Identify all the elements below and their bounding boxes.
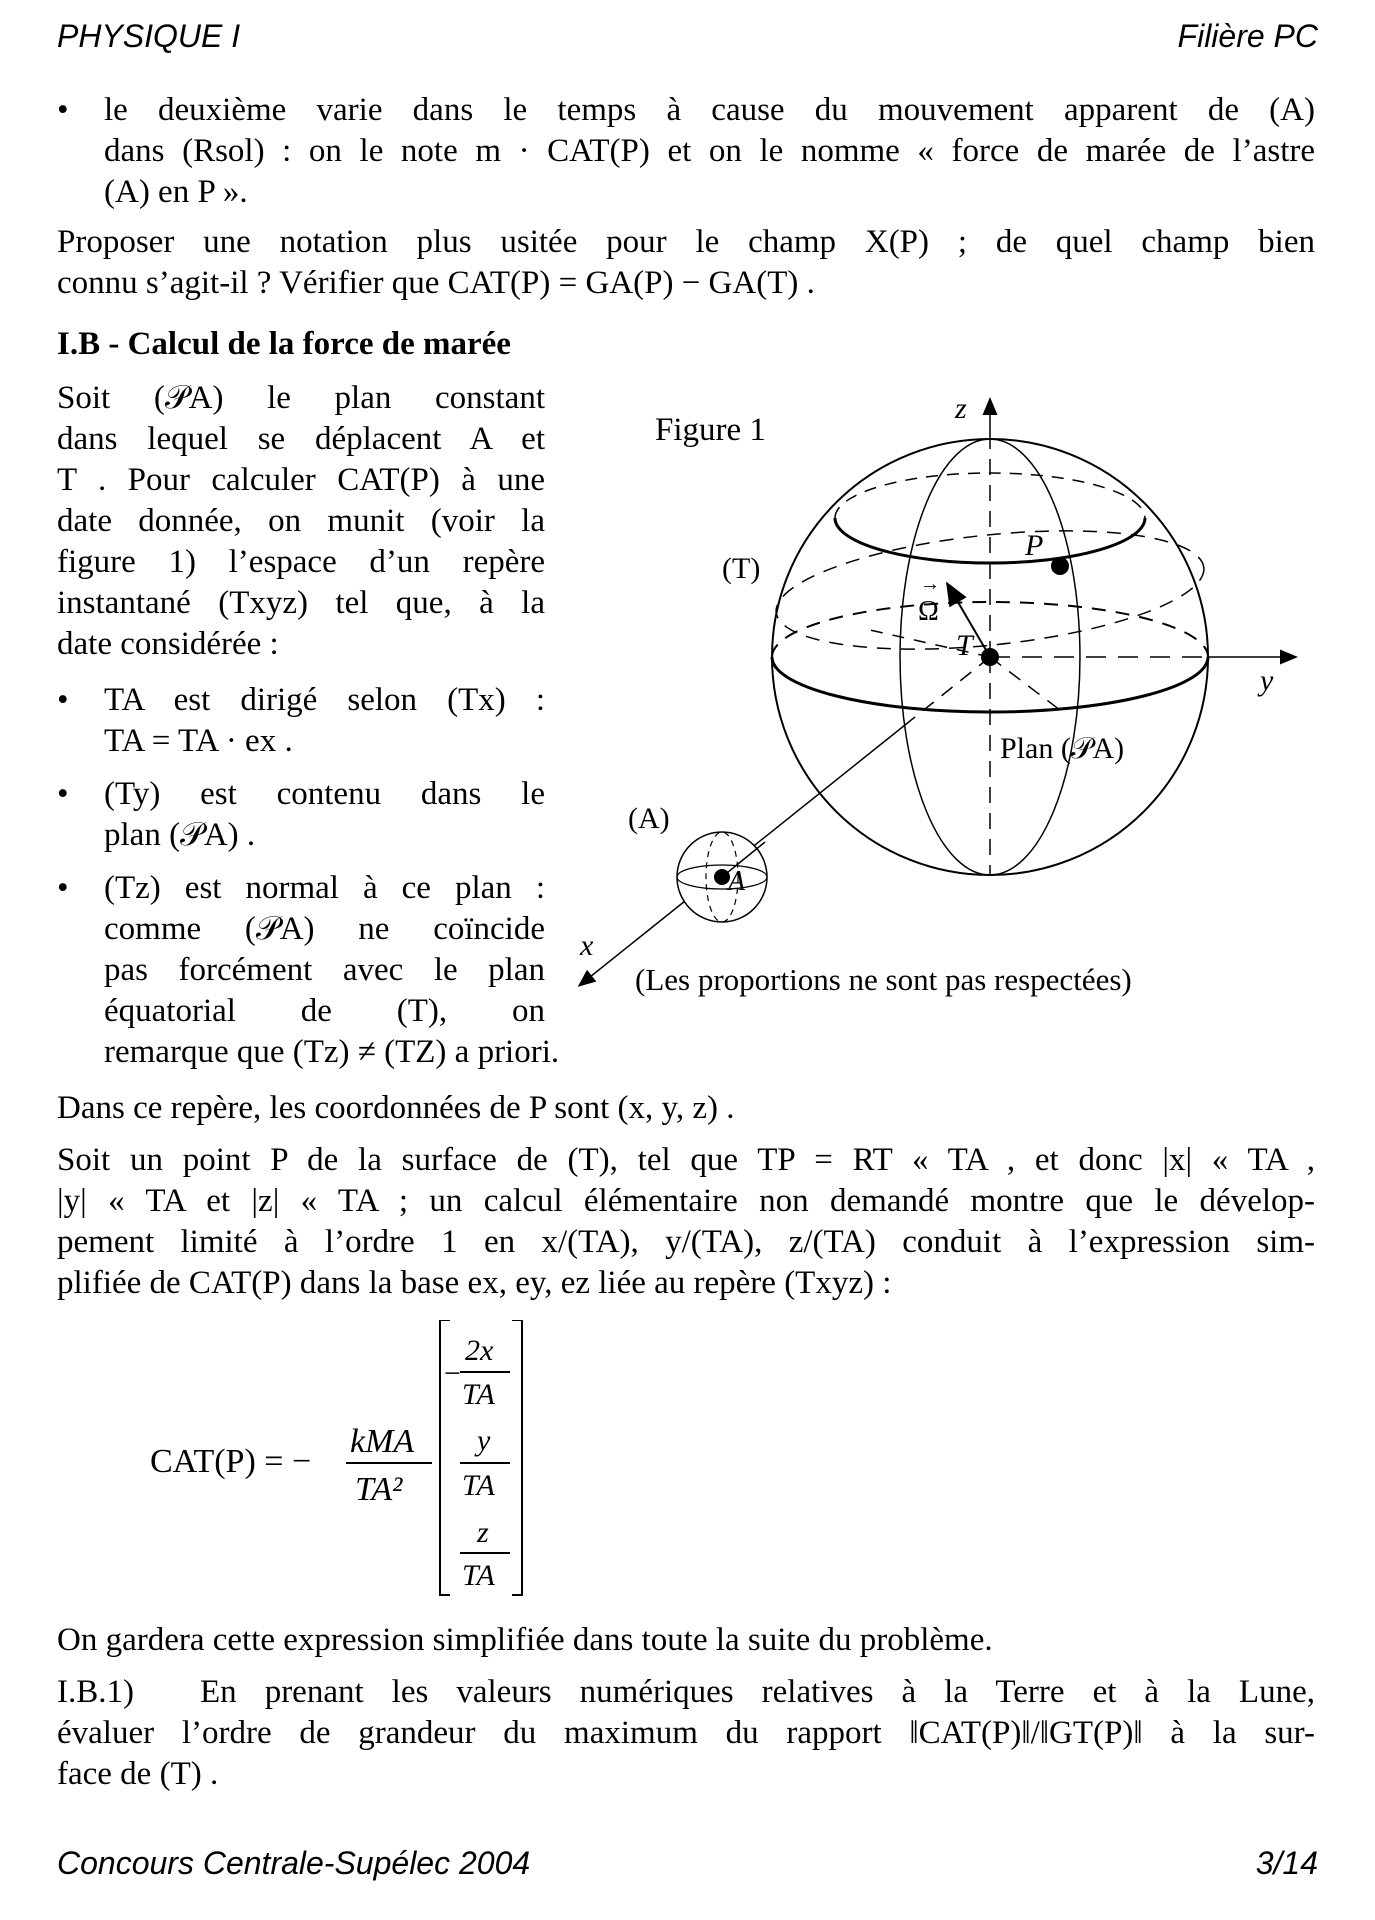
bullet-dot: • — [57, 92, 69, 128]
figure-title: Figure 1 — [655, 412, 766, 448]
left-col-line6: instantané (Txyz) tel que, à la — [57, 585, 545, 621]
question-line2: évaluer l’ordre de grandeur du maximum du rapport ‖CAT(P)‖/‖GT(P)‖ à la sur- — [57, 1715, 1315, 1751]
label-plan: Plan (𝒫A) — [1000, 732, 1125, 765]
section-title: I.B - Calcul de la force de marée — [57, 326, 511, 362]
para-soit-line2: |y| « TA et |z| « TA ; un calcul élémentaire non demandé montre que le dévelop- — [57, 1183, 1315, 1219]
eq-row3-den: TA — [462, 1559, 495, 1592]
label-y: y — [1260, 664, 1274, 697]
left-col-line3: T . Pour calculer CAT(P) à une — [57, 462, 545, 498]
header-left: PHYSIQUE I — [57, 18, 241, 54]
para-garder: On gardera cette expression simplifiée dans toute la suite du problème. — [57, 1622, 993, 1658]
bullet1-line2: TA = TA · ex . — [104, 723, 293, 759]
left-col-line2: dans lequel se déplacent A et — [57, 421, 545, 457]
bullet3-line1: (Tz) est normal à ce plan : — [104, 870, 545, 906]
left-col-line1: Soit (𝒫A) le plan constant — [57, 380, 545, 416]
label-A-body: (A) — [628, 802, 670, 835]
eq-coef-num: kMA — [350, 1423, 415, 1460]
left-col-line7: date considérée : — [57, 626, 279, 662]
eq-right-bracket — [512, 1320, 522, 1595]
eq-row2-den: TA — [462, 1469, 495, 1502]
eq-lhs: CAT(P) = − — [150, 1443, 312, 1480]
left-col-line5: figure 1) l’espace d’un repère — [57, 544, 545, 580]
bullet1-line1: TA est dirigé selon (Tx) : — [104, 682, 545, 718]
equation-cat — [150, 1320, 550, 1600]
eq-row1-num: 2x — [465, 1334, 494, 1367]
bullet3-line3: pas forcément avec le plan — [104, 952, 545, 988]
point-P — [1051, 557, 1069, 575]
para-soit-line4: plifiée de CAT(P) dans la base ex, ey, ez liée au repère (Txyz) : — [57, 1265, 892, 1301]
left-col-line4: date donnée, on munit (voir la — [57, 503, 545, 539]
eq-row1-minus: − — [444, 1357, 461, 1390]
para-soit-line1: Soit un point P de la surface de (T), tel que TP = RT « TA , et donc |x| « TA , — [57, 1142, 1315, 1178]
bullet2-line1: (Ty) est contenu dans le — [104, 776, 545, 812]
footer-left: Concours Centrale-Supélec 2004 — [57, 1845, 531, 1881]
question-line3: face de (T) . — [57, 1756, 219, 1792]
figure-1 — [570, 380, 1310, 1000]
label-T-body: (T) — [722, 552, 761, 585]
bullet-dot: • — [57, 776, 69, 812]
omega-arrow-glyph: → — [920, 573, 940, 595]
figure-caption: (Les proportions ne sont pas respectées) — [635, 962, 1132, 997]
para-coords: Dans ce repère, les coordonnées de P sont (x, y, z) . — [57, 1090, 735, 1126]
label-z: z — [955, 392, 967, 425]
top-bullet-line3: (A) en P ». — [104, 174, 248, 210]
header-right: Filière PC — [1177, 18, 1318, 54]
para-soit-line3: pement limité à l’ordre 1 en x/(TA), y/(TA), z/(TA) conduit à l’expression sim- — [57, 1224, 1315, 1260]
label-x: x — [580, 929, 594, 962]
plane-diag — [990, 657, 1060, 710]
top-bullet-line2: dans (Rsol) : on le note m · CAT(P) et on le nomme « force de marée de l’astre — [104, 133, 1315, 169]
eq-coef-den: TA² — [355, 1471, 403, 1508]
label-P: P — [1025, 529, 1044, 562]
label-A: A — [728, 866, 746, 897]
bullet3-line4: équatorial de (T), on — [104, 993, 545, 1029]
meridian-left — [900, 439, 990, 875]
bullet3-line5: remarque que (Tz) ≠ (TZ) a priori. — [104, 1034, 560, 1070]
eq-row2-num: y — [477, 1424, 491, 1457]
eq-row3-num: z — [477, 1516, 489, 1549]
label-omega: Ω — [918, 596, 939, 627]
question-line1: En prenant les valeurs numériques relatives à la Terre et à la Lune, — [200, 1674, 1315, 1710]
eq-row1-den: TA — [462, 1378, 495, 1411]
para-propose-line2: connu s’agit-il ? Vérifier que CAT(P) = GA(P) − GA(T) . — [57, 265, 815, 301]
para-propose-line1: Proposer une notation plus usitée pour le champ X(P) ; de quel champ bien — [57, 224, 1315, 260]
bullet-dot: • — [57, 870, 69, 906]
top-bullet-line1: le deuxième varie dans le temps à cause du mouvement apparent de (A) — [104, 92, 1315, 128]
bullet2-line2: plan (𝒫A) . — [104, 817, 256, 853]
bullet3-line2: comme (𝒫A) ne coïncide — [104, 911, 545, 947]
bullet-dot: • — [57, 682, 69, 718]
footer-right: 3/14 — [1255, 1845, 1318, 1881]
question-number: I.B.1) — [57, 1674, 134, 1710]
label-T: T — [956, 629, 973, 662]
point-T — [981, 648, 999, 666]
x-axis-inner — [905, 657, 990, 725]
